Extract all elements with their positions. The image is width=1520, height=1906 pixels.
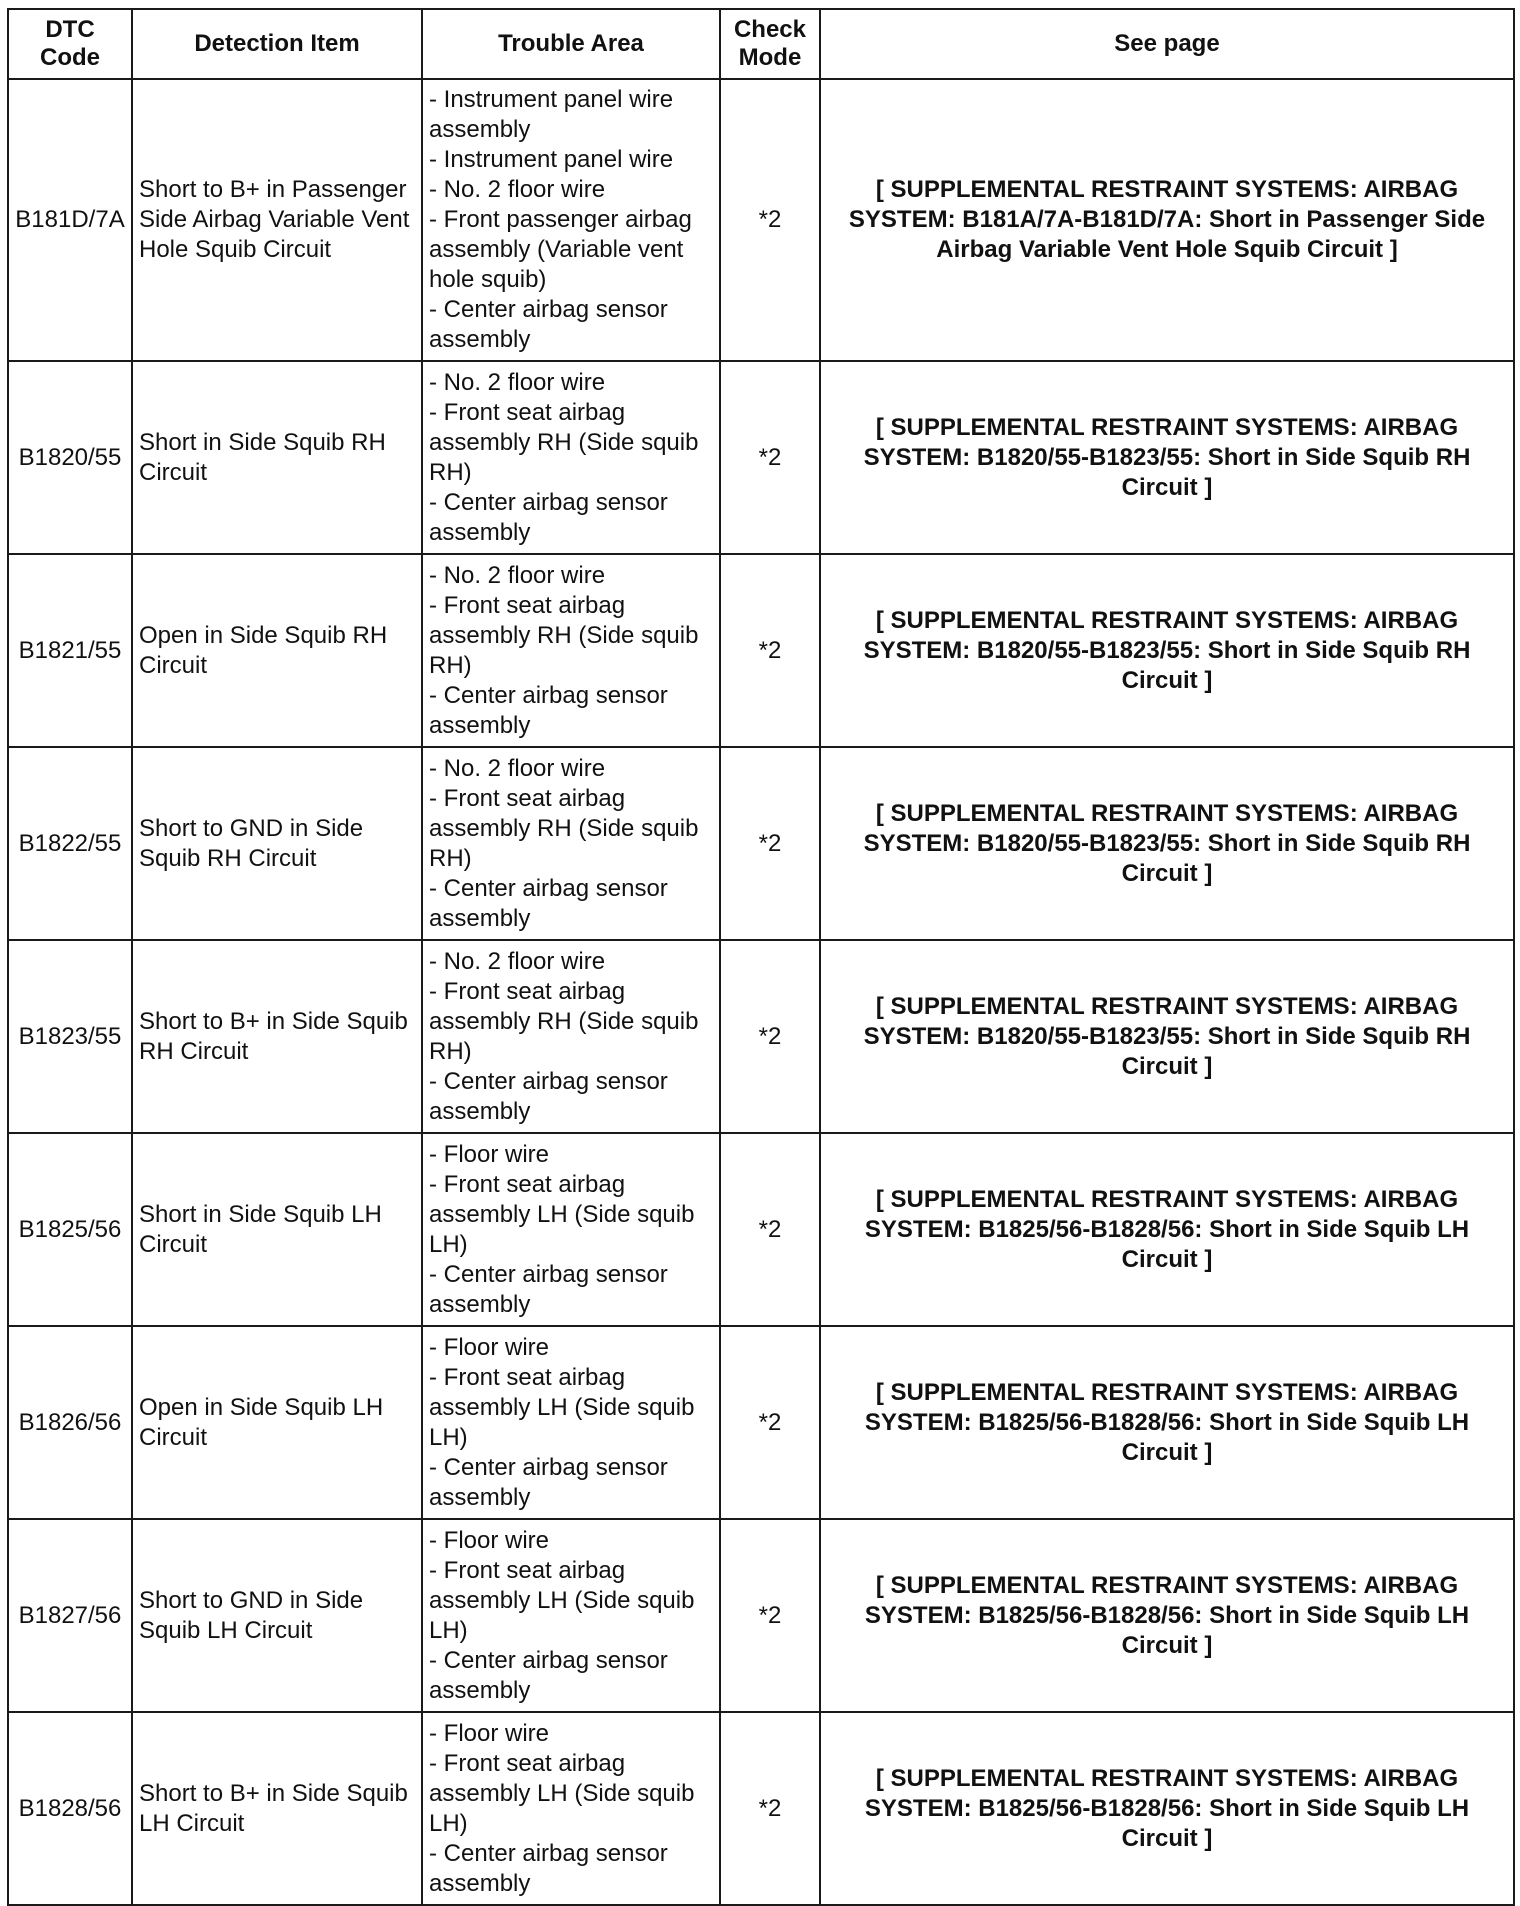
- trouble-area-line: - Instrument panel wire: [429, 146, 674, 173]
- detection-item: Open in Side Squib LH Circuit: [132, 1326, 422, 1519]
- table-row: [8, 747, 1514, 940]
- trouble-area-line: - Floor wire: [429, 1140, 550, 1168]
- dtc-code: B1822/55: [8, 747, 132, 940]
- trouble-area-line: - Floor wire: [429, 1719, 550, 1747]
- trouble-area-line: - Center airbag sensor assembly: [429, 1260, 668, 1318]
- check-mode: *2: [720, 554, 820, 747]
- see-page-link[interactable]: [ SUPPLEMENTAL RESTRAINT SYSTEMS: AIRBAG SYSTEM: B1825/56-B1828/56: Short in Side Squib LH Circuit ]: [820, 1133, 1514, 1326]
- trouble-area-line: - No. 2 floor wire: [429, 754, 606, 782]
- detection-item: Short to GND in Side Squib LH Circuit: [132, 1519, 422, 1712]
- table-row: [8, 1326, 1514, 1519]
- trouble-area-line: - No. 2 floor wire: [429, 176, 606, 203]
- trouble-area-line: - Center airbag sensor assembly: [429, 1839, 668, 1897]
- table-row: [8, 361, 1514, 554]
- check-mode: *2: [720, 1712, 820, 1905]
- check-mode: *2: [720, 1326, 820, 1519]
- header-dtc-code-text: DTC Code: [40, 16, 100, 71]
- detection-item: Short in Side Squib RH Circuit: [132, 361, 422, 554]
- header-detection-item: Detection Item: [132, 9, 422, 79]
- table-row: [8, 1133, 1514, 1326]
- check-mode: *2: [720, 1519, 820, 1712]
- header-dtc-code: [8, 9, 132, 79]
- header-check-mode-text: Check Mode: [733, 16, 807, 71]
- trouble-area-line: - Front seat airbag assembly LH (Side squib LH): [429, 1556, 695, 1644]
- trouble-area: [422, 1712, 720, 1905]
- trouble-area-line: - Center airbag sensor assembly: [429, 681, 668, 739]
- dtc-code: B1826/56: [8, 1326, 132, 1519]
- trouble-area-line: - Front seat airbag assembly RH (Side squib RH): [429, 591, 699, 679]
- check-mode: *2: [720, 361, 820, 554]
- trouble-area-line: - No. 2 floor wire: [429, 947, 606, 975]
- detection-item: Short to B+ in Side Squib RH Circuit: [132, 940, 422, 1133]
- detection-item: Short to B+ in Passenger Side Airbag Variable Vent Hole Squib Circuit: [132, 79, 422, 361]
- trouble-area-line: - Front seat airbag assembly LH (Side squib LH): [429, 1749, 695, 1837]
- trouble-area-line: - Center airbag sensor assembly: [429, 488, 668, 546]
- trouble-area-line: - Front seat airbag assembly RH (Side squib RH): [429, 784, 699, 872]
- table-row: [8, 1519, 1514, 1712]
- trouble-area: [422, 79, 720, 361]
- trouble-area-line: - Front seat airbag assembly LH (Side squib LH): [429, 1363, 695, 1451]
- table-row: [8, 940, 1514, 1133]
- trouble-area-line: - Floor wire: [429, 1526, 550, 1554]
- check-mode: *2: [720, 747, 820, 940]
- trouble-area: [422, 1519, 720, 1712]
- trouble-area: [422, 940, 720, 1133]
- see-page-link[interactable]: [ SUPPLEMENTAL RESTRAINT SYSTEMS: AIRBAG SYSTEM: B181A/7A-B181D/7A: Short in Passenger Side Airbag Variable Vent Hole Squib Circuit ]: [820, 79, 1514, 361]
- detection-item: Short to B+ in Side Squib LH Circuit: [132, 1712, 422, 1905]
- table-body: [8, 79, 1514, 1905]
- see-page-link[interactable]: [ SUPPLEMENTAL RESTRAINT SYSTEMS: AIRBAG SYSTEM: B1820/55-B1823/55: Short in Side Squib RH Circuit ]: [820, 940, 1514, 1133]
- trouble-area-line: - Front seat airbag assembly RH (Side squib RH): [429, 977, 699, 1065]
- table-row: [8, 554, 1514, 747]
- trouble-area-line: - Center airbag sensor assembly: [429, 1067, 668, 1125]
- trouble-area-line: - Center airbag sensor assembly: [429, 296, 668, 353]
- detection-item: Open in Side Squib RH Circuit: [132, 554, 422, 747]
- trouble-area: [422, 361, 720, 554]
- trouble-area-line: - Center airbag sensor assembly: [429, 1453, 668, 1511]
- trouble-area-line: - Center airbag sensor assembly: [429, 1646, 668, 1704]
- check-mode: *2: [720, 1133, 820, 1326]
- trouble-area-line: - No. 2 floor wire: [429, 561, 606, 589]
- table-header-row: [8, 9, 1514, 79]
- dtc-code: B1823/55: [8, 940, 132, 1133]
- see-page-link[interactable]: [ SUPPLEMENTAL RESTRAINT SYSTEMS: AIRBAG SYSTEM: B1820/55-B1823/55: Short in Side Squib RH Circuit ]: [820, 361, 1514, 554]
- see-page-link[interactable]: [ SUPPLEMENTAL RESTRAINT SYSTEMS: AIRBAG SYSTEM: B1825/56-B1828/56: Short in Side Squib LH Circuit ]: [820, 1326, 1514, 1519]
- trouble-area-line: - Front seat airbag assembly RH (Side squib RH): [429, 398, 699, 486]
- check-mode: *2: [720, 940, 820, 1133]
- dtc-code: B1828/56: [8, 1712, 132, 1905]
- detection-item: Short in Side Squib LH Circuit: [132, 1133, 422, 1326]
- detection-item: Short to GND in Side Squib RH Circuit: [132, 747, 422, 940]
- header-check-mode: [720, 9, 820, 79]
- see-page-link[interactable]: [ SUPPLEMENTAL RESTRAINT SYSTEMS: AIRBAG SYSTEM: B1820/55-B1823/55: Short in Side Squib RH Circuit ]: [820, 747, 1514, 940]
- dtc-code: B181D/7A: [8, 79, 132, 361]
- table-row: [8, 79, 1514, 361]
- trouble-area-line: - Front seat airbag assembly LH (Side squib LH): [429, 1170, 695, 1258]
- see-page-link[interactable]: [ SUPPLEMENTAL RESTRAINT SYSTEMS: AIRBAG SYSTEM: B1825/56-B1828/56: Short in Side Squib LH Circuit ]: [820, 1519, 1514, 1712]
- trouble-area-line: - Center airbag sensor assembly: [429, 874, 668, 932]
- see-page-link[interactable]: [ SUPPLEMENTAL RESTRAINT SYSTEMS: AIRBAG SYSTEM: B1825/56-B1828/56: Short in Side Squib LH Circuit ]: [820, 1712, 1514, 1905]
- header-see-page: See page: [820, 9, 1514, 79]
- header-trouble-area: Trouble Area: [422, 9, 720, 79]
- trouble-area: [422, 554, 720, 747]
- trouble-area: [422, 1326, 720, 1519]
- check-mode: *2: [720, 79, 820, 361]
- dtc-code: B1820/55: [8, 361, 132, 554]
- trouble-area-line: - Floor wire: [429, 1333, 550, 1361]
- trouble-area-line: - Front passenger airbag assembly (Variable vent hole squib): [429, 206, 692, 293]
- dtc-code: B1827/56: [8, 1519, 132, 1712]
- see-page-link[interactable]: [ SUPPLEMENTAL RESTRAINT SYSTEMS: AIRBAG SYSTEM: B1820/55-B1823/55: Short in Side Squib RH Circuit ]: [820, 554, 1514, 747]
- table-row: [8, 1712, 1514, 1905]
- trouble-area: [422, 747, 720, 940]
- trouble-area-line: - No. 2 floor wire: [429, 368, 606, 396]
- dtc-code: B1821/55: [8, 554, 132, 747]
- trouble-area-line: - Instrument panel wire assembly: [429, 86, 674, 143]
- trouble-area: [422, 1133, 720, 1326]
- dtc-table: [7, 8, 1515, 1906]
- dtc-code: B1825/56: [8, 1133, 132, 1326]
